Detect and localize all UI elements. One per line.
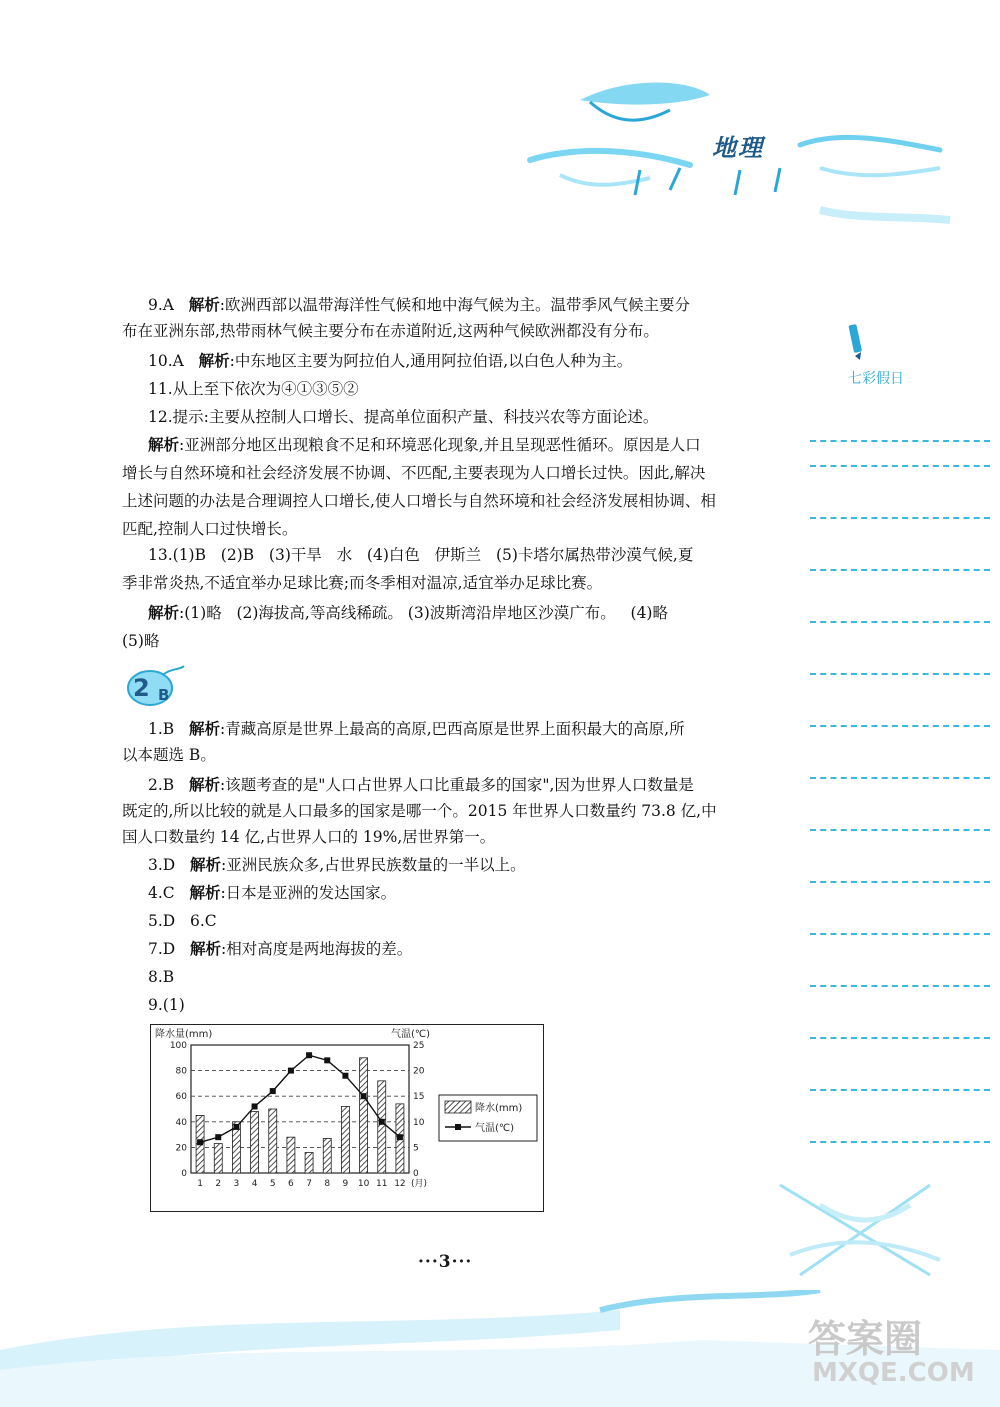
y-tick-left: 40 bbox=[175, 1117, 187, 1128]
note-line bbox=[810, 621, 990, 623]
y-tick-right: 20 bbox=[413, 1066, 425, 1077]
analysis-keyword: 解析 bbox=[189, 883, 221, 902]
note-line bbox=[810, 933, 990, 935]
answer-label: 10.A bbox=[148, 352, 184, 370]
precipitation-bar bbox=[305, 1153, 313, 1173]
answer-9 bbox=[148, 292, 690, 318]
temperature-point bbox=[342, 1073, 348, 1079]
y-tick-left: 0 bbox=[181, 1169, 187, 1179]
legend-label: 气温(℃) bbox=[475, 1123, 515, 1134]
answer-text: :该题考查的是"人口占世界人口比重最多的国家",因为世界人口数量是 bbox=[219, 776, 694, 794]
answer-label: 9.A bbox=[148, 296, 174, 314]
analysis-13 bbox=[148, 600, 668, 626]
section-badge bbox=[120, 664, 190, 708]
y-axis-left-label: 降水量(mm) bbox=[155, 1029, 213, 1040]
answer-text: 增长与自然环境和社会经济发展不协调、不匹配,主要表现为人口增长过快。因此,解决 bbox=[122, 464, 706, 482]
note-line bbox=[810, 1141, 990, 1143]
note-line bbox=[810, 985, 990, 987]
precipitation-bar bbox=[287, 1137, 295, 1173]
temperature-point bbox=[397, 1134, 403, 1140]
answer-b1 bbox=[148, 716, 685, 742]
x-tick-label: 5 bbox=[269, 1179, 276, 1189]
note-line bbox=[810, 465, 990, 467]
temperature-point bbox=[379, 1119, 385, 1125]
note-line bbox=[810, 673, 990, 675]
temperature-point bbox=[252, 1103, 258, 1109]
page-number: ···3··· bbox=[418, 1252, 473, 1272]
answer-text: :青藏高原是世界上最高的高原,巴西高原是世界上面积最大的高原,所 bbox=[219, 720, 685, 738]
climate-chart bbox=[151, 1025, 543, 1211]
y-tick-left: 60 bbox=[175, 1092, 187, 1103]
answer-text: 布在亚洲东部,热带雨林气候主要分布在赤道附近,这两种气候欧洲都没有分布。 bbox=[122, 322, 659, 340]
legend-line-marker bbox=[455, 1124, 461, 1130]
watermark-url: MXQE.COM bbox=[812, 1358, 975, 1388]
answer-text: 国人口数量约 14 亿,占世界人口的 19%,居世界第一。 bbox=[122, 828, 496, 846]
answer-b3 bbox=[148, 852, 526, 878]
temperature-point bbox=[288, 1068, 294, 1074]
x-tick-label: 1 bbox=[197, 1179, 203, 1189]
watermark-logo: 答案圈 bbox=[808, 1317, 923, 1361]
temperature-point bbox=[306, 1052, 312, 1058]
climate-chart-frame bbox=[150, 1024, 544, 1212]
temperature-point bbox=[215, 1134, 221, 1140]
precipitation-bar bbox=[341, 1106, 349, 1173]
x-tick-label: 12 bbox=[394, 1179, 406, 1189]
answer-text: :亚洲民族众多,占世界民族数量的一半以上。 bbox=[221, 856, 526, 874]
y-tick-right: 10 bbox=[413, 1117, 425, 1128]
x-tick-label: 11 bbox=[376, 1179, 388, 1189]
analysis-keyword: 解析 bbox=[188, 775, 220, 794]
x-tick-label: 7 bbox=[306, 1179, 312, 1189]
legend-bar-swatch bbox=[445, 1101, 471, 1113]
answer-b4 bbox=[148, 880, 396, 906]
answer-b2 bbox=[148, 772, 694, 798]
precipitation-bar bbox=[378, 1081, 386, 1173]
analysis-keyword: 解析 bbox=[148, 603, 180, 622]
answer-text: :相对高度是两地海拔的差。 bbox=[221, 940, 413, 958]
note-line bbox=[810, 569, 990, 571]
analysis-keyword: 解析 bbox=[188, 719, 220, 738]
answer-b5-b6: 5.D 6.C bbox=[148, 912, 217, 930]
subject-title: 地理 bbox=[712, 134, 764, 162]
y-tick-right: 0 bbox=[413, 1169, 419, 1179]
analysis-keyword: 解析 bbox=[190, 855, 222, 874]
temperature-point bbox=[197, 1139, 203, 1145]
answer-text: 季非常炎热,不适宜举办足球比赛;而冬季相对温凉,适宜举办足球比赛。 bbox=[122, 574, 603, 592]
answer-label: 3.D bbox=[148, 856, 176, 874]
note-line bbox=[810, 881, 990, 883]
answer-13: 13.(1)B (2)B (3)干旱 水 (4)白色 伊斯兰 (5)卡塔尔属热带沙漠气候,夏 bbox=[148, 546, 694, 564]
answer-text: 既定的,所以比较的就是人口最多的国家是哪一个。2015 年世界人口数量约 73.8 亿,中 bbox=[122, 802, 717, 820]
note-line bbox=[810, 725, 990, 727]
y-tick-right: 5 bbox=[413, 1143, 419, 1154]
analysis-keyword: 解析 bbox=[148, 435, 180, 454]
y-tick-right: 15 bbox=[413, 1092, 425, 1103]
precipitation-bar bbox=[214, 1144, 222, 1173]
x-tick-label: 3 bbox=[233, 1179, 240, 1189]
legend-label: 降水(mm) bbox=[475, 1103, 523, 1114]
answer-10 bbox=[148, 348, 632, 374]
answer-text: :欧洲西部以温带海洋性气候和地中海气候为主。温带季风气候主要分 bbox=[219, 296, 691, 314]
answer-label: 2.B bbox=[148, 776, 175, 794]
answer-text: (5)略 bbox=[122, 632, 160, 650]
answer-b7 bbox=[148, 936, 412, 962]
answer-text: :(1)略 (2)海拔高,等高线稀疏。 (3)波斯湾沿岸地区沙漠广布。 (4)略 bbox=[179, 604, 668, 622]
answer-text: 上述问题的办法是合理调控人口增长,使人口增长与自然环境和社会经济发展相协调、相 bbox=[122, 492, 716, 510]
answer-b8: 8.B bbox=[148, 968, 175, 986]
x-tick-label: 10 bbox=[357, 1179, 370, 1189]
answer-11: 11.从上至下依次为④①③⑤② bbox=[148, 380, 359, 398]
note-line bbox=[810, 440, 990, 442]
y-tick-left: 20 bbox=[175, 1143, 187, 1154]
answer-text: :亚洲部分地区出现粮食不足和环境恶化现象,并且呈现恶性循环。原因是人口 bbox=[179, 436, 701, 454]
analysis-12 bbox=[148, 432, 701, 458]
analysis-keyword: 解析 bbox=[188, 295, 220, 314]
y-tick-left: 100 bbox=[169, 1041, 187, 1051]
analysis-keyword: 解析 bbox=[198, 351, 230, 370]
answer-label: 4.C bbox=[148, 884, 175, 902]
x-tick-label: 6 bbox=[288, 1179, 294, 1189]
answer-text: 以本题选 B。 bbox=[122, 746, 216, 764]
temperature-point bbox=[270, 1088, 276, 1094]
temperature-point bbox=[233, 1124, 239, 1130]
precipitation-bar bbox=[269, 1109, 277, 1173]
y-tick-left: 80 bbox=[175, 1066, 187, 1077]
answer-text: :日本是亚洲的发达国家。 bbox=[220, 884, 397, 902]
x-axis-unit: (月) bbox=[411, 1179, 428, 1189]
answer-b9: 9.(1) bbox=[148, 996, 185, 1014]
precipitation-bar bbox=[323, 1138, 331, 1173]
temperature-point bbox=[324, 1057, 330, 1063]
answer-label: 1.B bbox=[148, 720, 175, 738]
answer-text: :中东地区主要为阿拉伯人,通用阿拉伯语,以白色人种为主。 bbox=[229, 352, 633, 370]
badge-letter: B bbox=[158, 686, 170, 704]
analysis-keyword: 解析 bbox=[190, 939, 222, 958]
temperature-point bbox=[361, 1093, 367, 1099]
x-tick-label: 8 bbox=[324, 1179, 331, 1189]
brand-label: 七彩假日 bbox=[848, 371, 904, 387]
y-tick-right: 25 bbox=[413, 1041, 425, 1051]
y-axis-right-label: 气温(℃) bbox=[391, 1029, 431, 1040]
x-tick-label: 4 bbox=[251, 1179, 258, 1189]
precipitation-bar bbox=[251, 1112, 259, 1173]
answer-label: 7.D bbox=[148, 940, 176, 958]
x-tick-label: 9 bbox=[342, 1179, 349, 1189]
x-tick-label: 2 bbox=[215, 1179, 222, 1189]
temperature-line bbox=[200, 1055, 400, 1142]
note-line bbox=[810, 777, 990, 779]
plot-area bbox=[191, 1045, 409, 1173]
answer-text: 匹配,控制人口过快增长。 bbox=[122, 520, 298, 538]
badge-number: 2 bbox=[133, 674, 150, 702]
precipitation-bar bbox=[360, 1058, 368, 1173]
answer-12: 12.提示:主要从控制人口增长、提高单位面积产量、科技兴农等方面论述。 bbox=[148, 408, 659, 426]
note-line bbox=[810, 517, 990, 519]
note-line bbox=[810, 1037, 990, 1039]
note-line bbox=[810, 829, 990, 831]
note-line bbox=[810, 1089, 990, 1091]
pencil-icon bbox=[846, 322, 870, 362]
corner-decoration bbox=[760, 1165, 960, 1295]
